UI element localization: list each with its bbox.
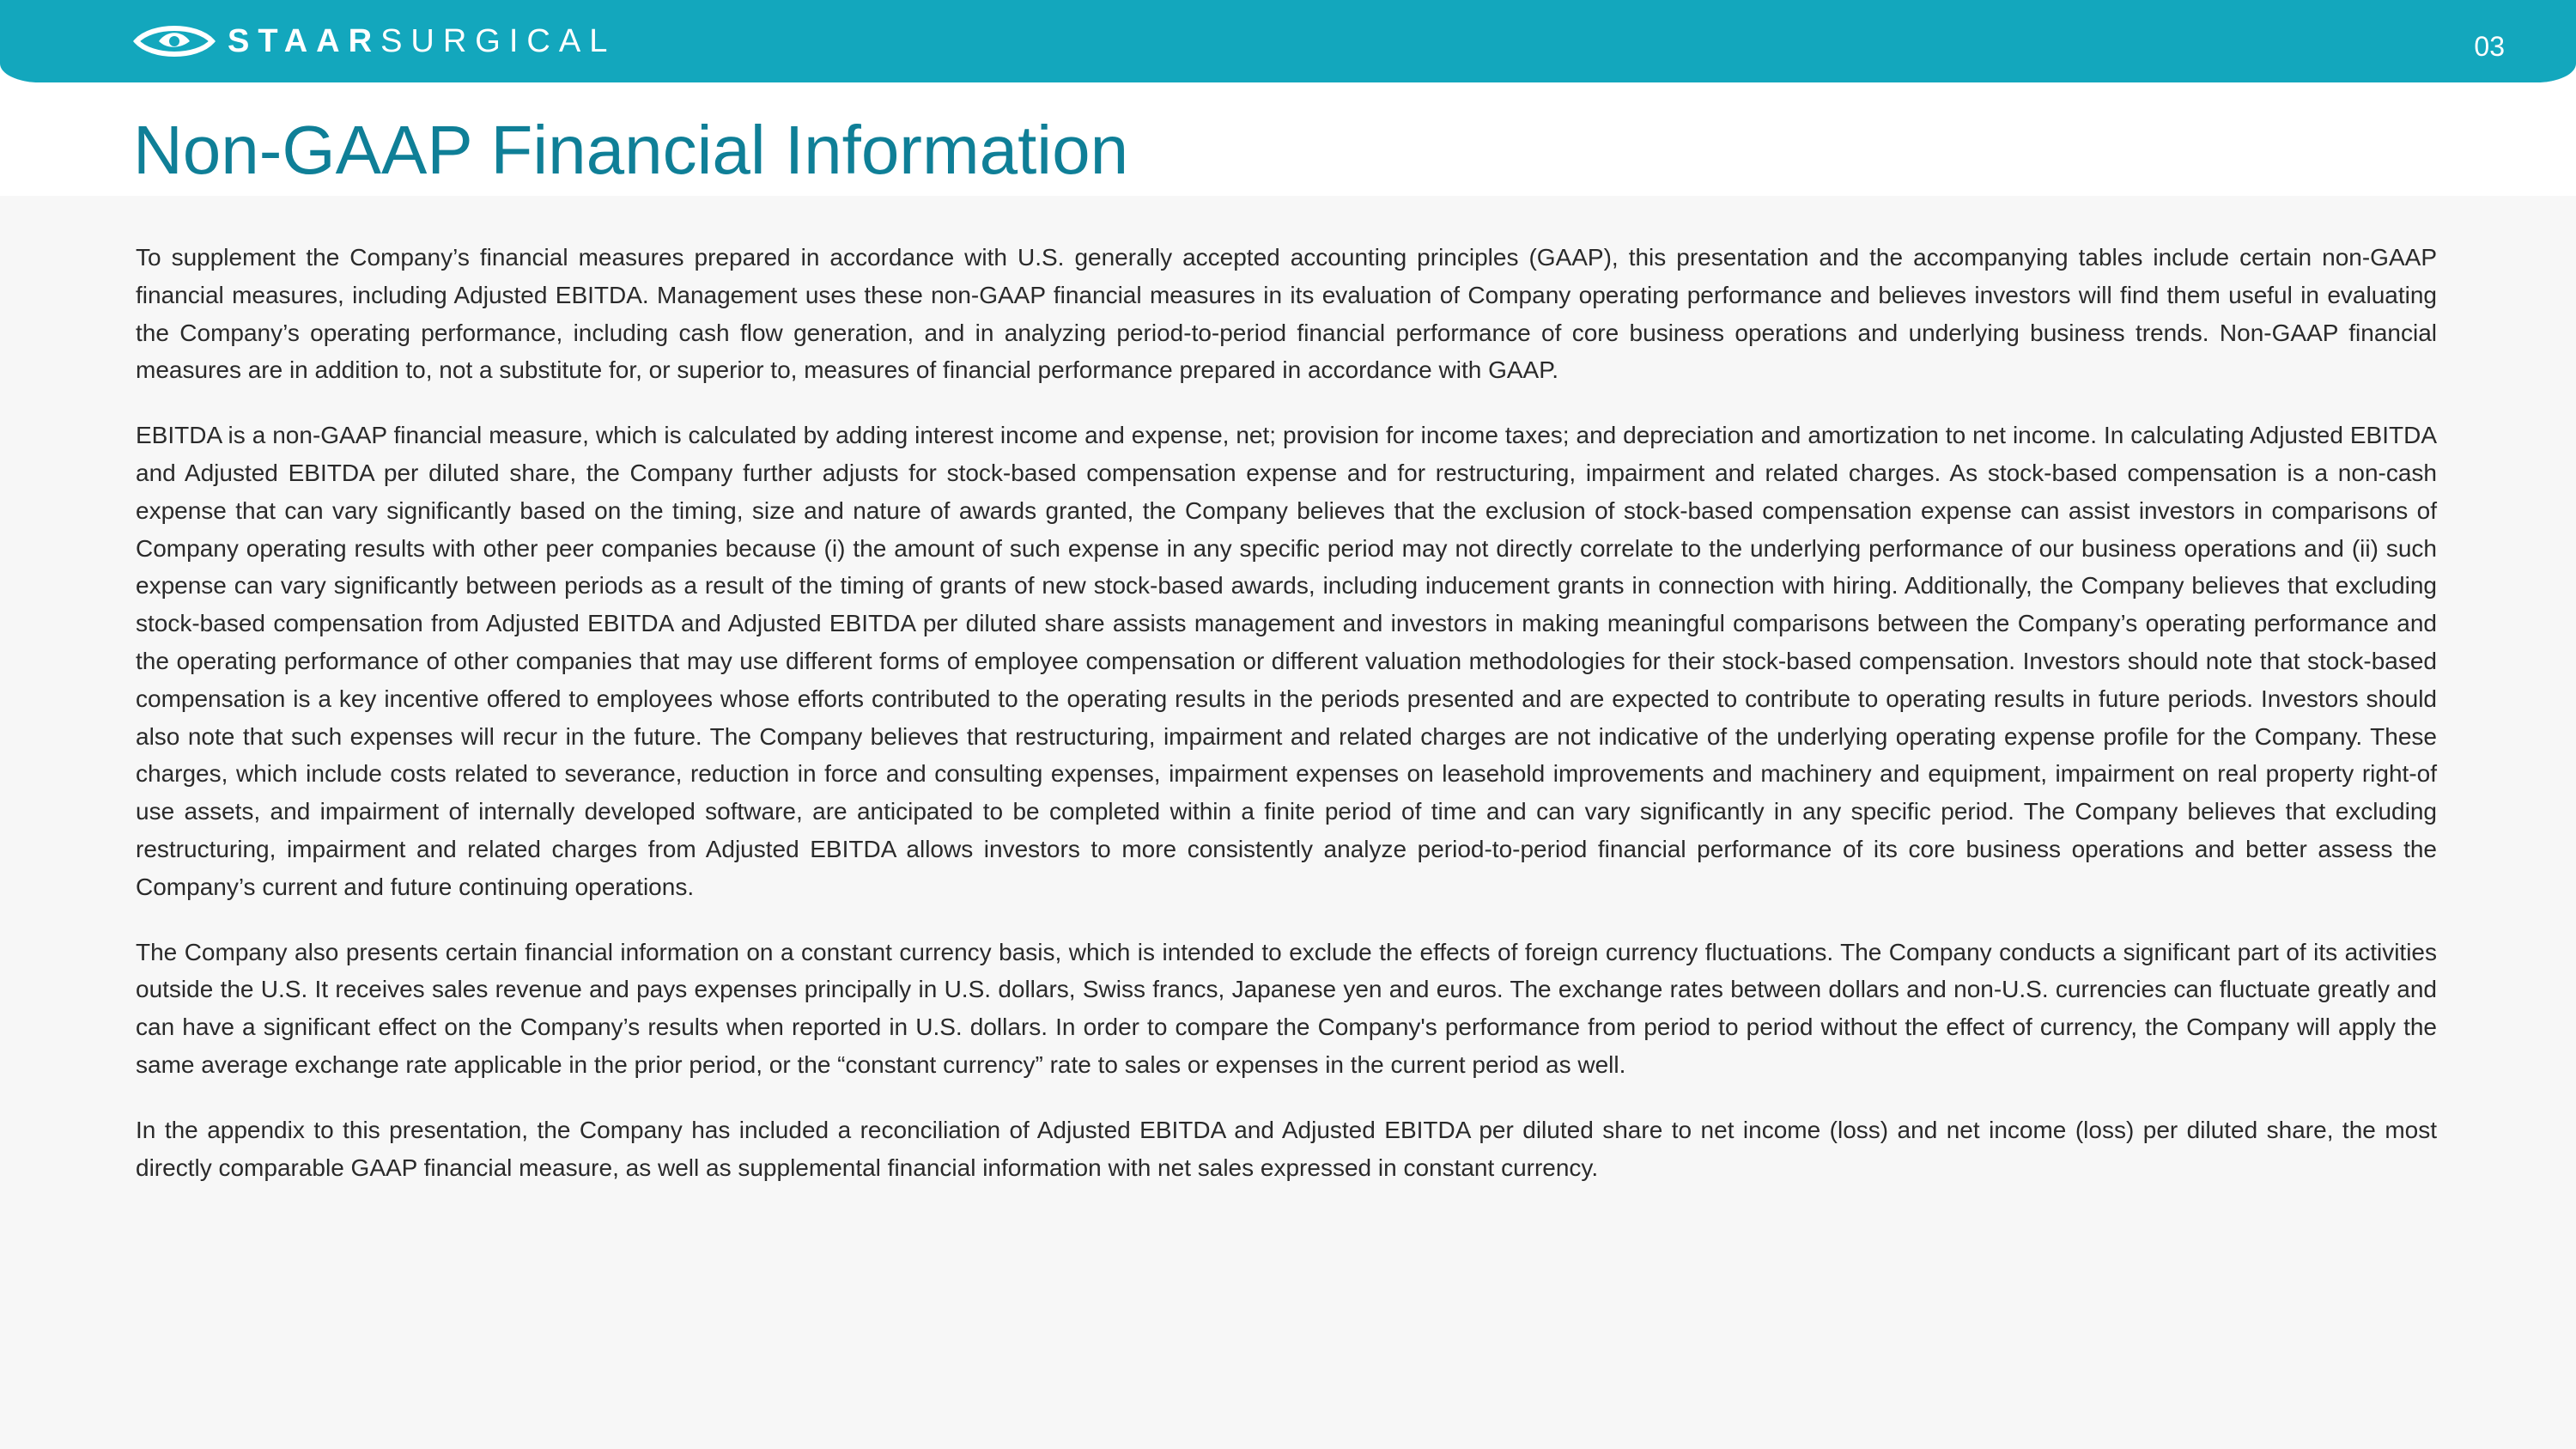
eye-logo-icon: [133, 22, 216, 60]
paragraph-ebitda: EBITDA is a non-GAAP financial measure, which is calculated by adding interest income and expense, net; provision for income taxes; and depreciation and amortization to net income. In calculating Adjusted EBITDA and Adjusted EBITDA per diluted share, the Company further adjusts for stock-based compensation expense and for restructuring, impairment and related charges. As stock-based compensation is a non-cash expense that can vary significantly based on the timing, size and nature of awards granted, the Company believes that the exclusion of stock-based compensation expense can assist investors in comparisons of Company operating results with other peer companies because (i) the amount of such expense in any specific period may not directly correlate to the underlying performance of our business operations and (ii) such expense can vary significantly between periods as a result of the timing of grants of new stock-based awards, including inducement grants in connection with hiring. Additionally, the Company believes that excluding stock-based compensation from Adjusted EBITDA and Adjusted EBITDA per diluted share assists management and investors in making meaningful comparisons between the Company’s operating performance and the operating performance of other companies that may use different forms of employee compensation or different valuation methodologies for their stock-based compensation. Investors should note that stock-based compensation is a key incentive offered to employees whose efforts contributed to the operating results in the periods presented and are expected to contribute to operating results in future periods. Investors should also note that such expenses will recur in the future. The Company believes that restructuring, impairment and related charges are not indicative of the underlying operating expense profile for the Company. These charges, which include costs related to severance, reduction in force and consulting expenses, impairment expenses on leasehold improvements and machinery and equipment, impairment on real property right-of use assets, and impairment of internally developed software, are anticipated to be completed within a finite period of time and can vary significantly in any specific period. The Company believes that excluding restructuring, impairment and related charges from Adjusted EBITDA allows investors to more consistently analyze period-to-period financial performance of its core business operations and better assess the Company’s current and future continuing operations.: [136, 422, 2437, 900]
page-title: Non-GAAP Financial Information: [133, 112, 1129, 188]
paragraph-intro: To supplement the Company’s financial measures prepared in accordance with U.S. generally accepted accounting principles (GAAP), this presentation and the accompanying tables include certain non-GAAP financial measures, including Adjusted EBITDA. Management uses these non-GAAP financial measures in its evaluation of Company operating performance and believes investors will find them useful in evaluating the Company’s operating performance, including cash flow generation, and in analyzing period-to-period financial performance of core business operations and underlying business trends. Non-GAAP financial measures are in addition to, not a substitute for, or superior to, measures of financial performance prepared in accordance with GAAP.: [136, 244, 2437, 384]
body-text: [136, 239, 2437, 1214]
paragraph-appendix: In the appendix to this presentation, the Company has included a reconciliation of Adjusted EBITDA and Adjusted EBITDA per diluted share to net income (loss) and net income (loss) per diluted share, the most directly comparable GAAP financial measure, as well as supplemental financial information with net sales expressed in constant currency.: [136, 1116, 2437, 1181]
content-panel: [0, 196, 2576, 1449]
logo-wordmark: [228, 25, 616, 58]
logo-wordmark-light: SURGICAL: [380, 23, 617, 59]
header-band: [0, 0, 2576, 82]
staar-surgical-logo: [133, 19, 616, 64]
page-number: 03: [2474, 31, 2505, 62]
paragraph-constant-currency: The Company also presents certain financial information on a constant currency basis, which is intended to exclude the effects of foreign currency fluctuations. The Company conducts a significant part of its activities outside the U.S. It receives sales revenue and pays expenses principally in U.S. dollars, Swiss francs, Japanese yen and euros. The exchange rates between dollars and non-U.S. currencies can fluctuate greatly and can have a significant effect on the Company’s results when reported in U.S. dollars. In order to compare the Company's performance from period to period without the effect of currency, the Company will apply the same average exchange rate applicable in the prior period, or the “constant currency” rate to sales or expenses in the current period as well.: [136, 938, 2437, 1078]
logo-wordmark-bold: STAAR: [228, 23, 381, 59]
